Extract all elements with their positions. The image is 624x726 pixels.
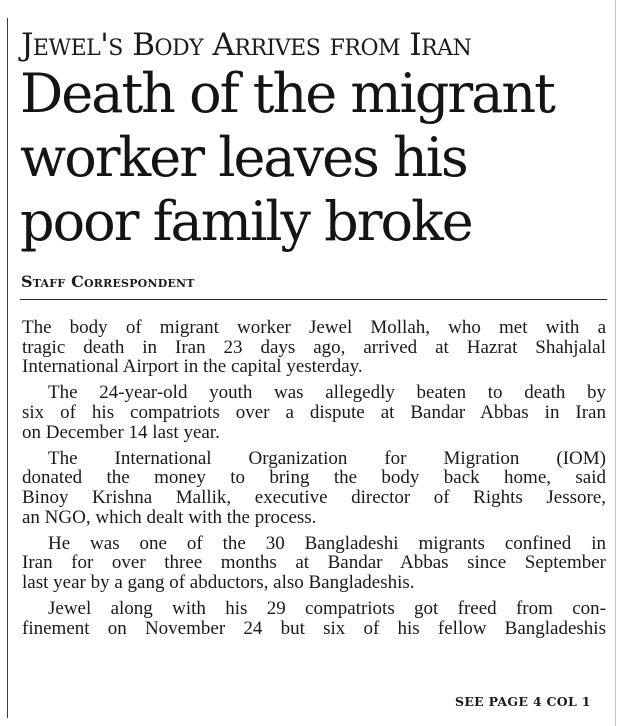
continued-jump-line: SEE PAGE 4 COL 1 xyxy=(455,694,591,709)
paragraph-4 xyxy=(22,534,606,593)
text-line: six of his compatriots over a dispute at Bandar Abbas in Iran xyxy=(22,401,606,423)
headline-line: Death of the migrant xyxy=(20,62,554,125)
byline-divider xyxy=(20,299,607,300)
text-line: an NGO, which dealt with the process. xyxy=(22,506,317,528)
text-line: The 24-year-old youth was allegedly beaten to death by xyxy=(48,382,606,404)
text-line: last year by a gang of abductors, also Bangladeshis. xyxy=(22,571,415,593)
kicker-headline: Jewel's Body Arrives from Iran xyxy=(21,27,472,63)
text-line: International Airport in the capital yesterday. xyxy=(22,356,363,378)
text-line: Iran for over three months at Bandar Abbas since September xyxy=(22,552,606,574)
headline-line: worker leaves his xyxy=(20,126,467,189)
text-line: on December 14 last year. xyxy=(22,421,220,443)
paragraph-5 xyxy=(22,599,606,638)
main-headline xyxy=(20,62,610,254)
article-body xyxy=(22,318,606,645)
text-line: The body of migrant worker Jewel Mollah, who met with a xyxy=(22,317,606,338)
text-line: donated the money to bring the body back home, said xyxy=(22,467,606,489)
text-line: The International Organization for Migration (IOM) xyxy=(48,447,606,469)
byline: Staff Correspondent xyxy=(21,272,195,291)
text-line: He was one of the 30 Bangladeshi migrants confined in xyxy=(48,532,606,554)
paragraph-3 xyxy=(22,449,606,527)
paragraph-2 xyxy=(22,383,606,442)
text-line: Binoy Krishna Mallik, executive director of Rights Jessore, xyxy=(22,486,606,508)
text-line: tragic death in Iran 23 days ago, arrived at Hazrat Shahjalal xyxy=(22,336,606,358)
column-rule-left xyxy=(7,18,8,718)
headline-line: poor family broke xyxy=(20,190,472,253)
text-line: finement on November 24 but six of his fellow Bangladeshis xyxy=(22,617,606,639)
text-line: Jewel along with his 29 compatriots got freed from con- xyxy=(48,598,606,620)
column-rule-right xyxy=(615,0,616,726)
paragraph-1 xyxy=(22,318,606,377)
